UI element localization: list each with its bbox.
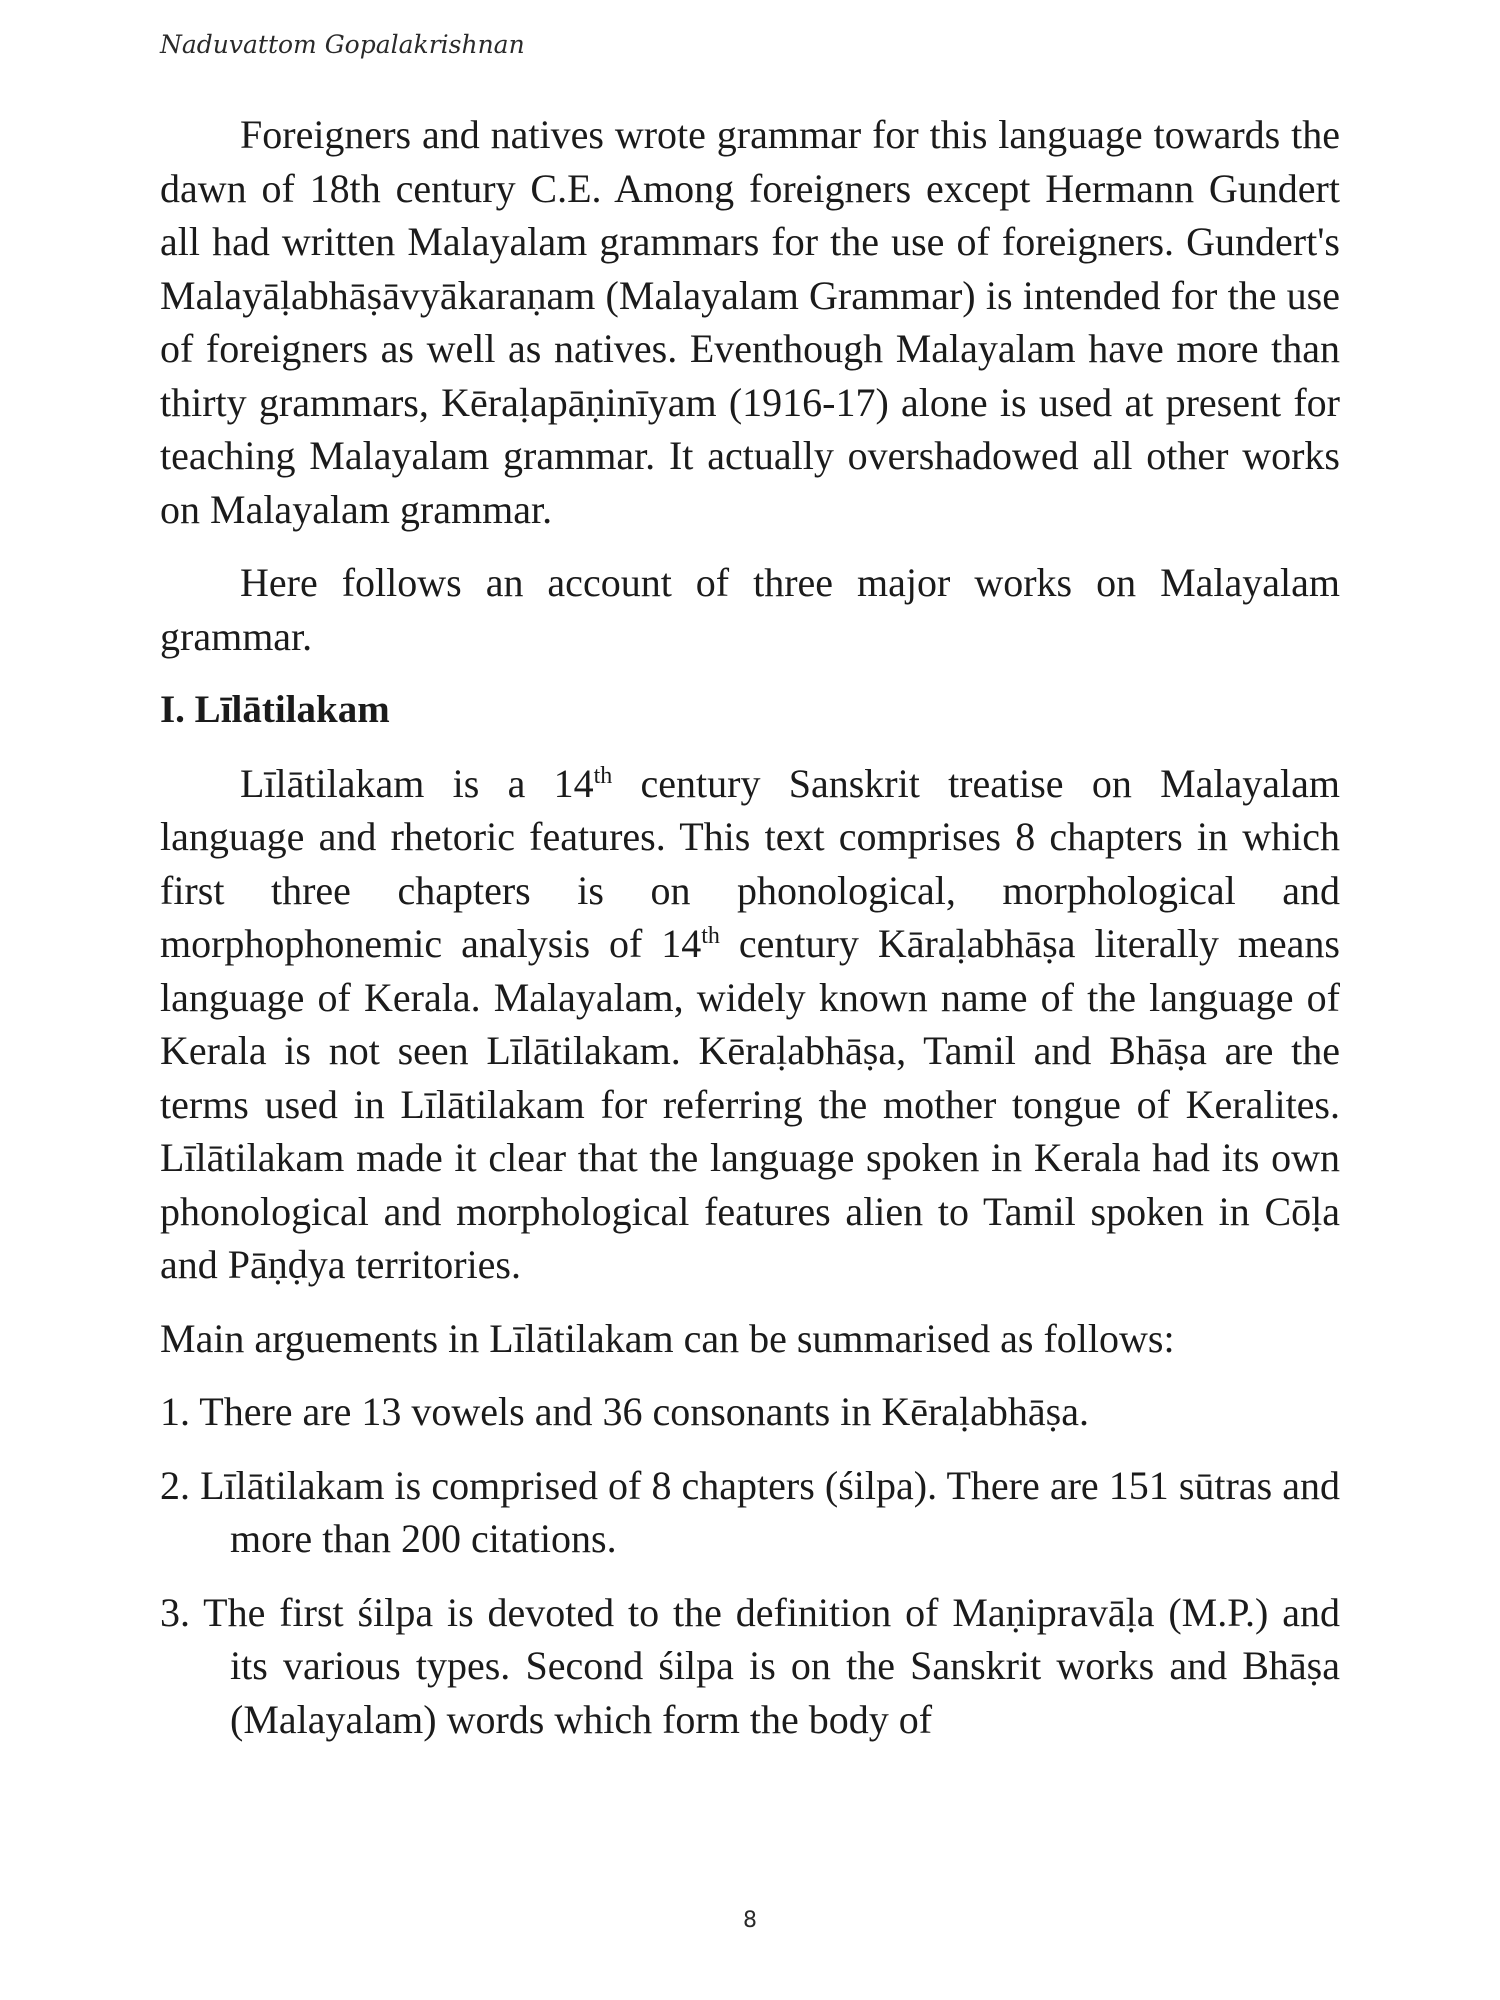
list-item-number: 3. bbox=[160, 1589, 204, 1635]
list-item-text: The first śilpa is devoted to the definition of Maṇipravāḷa (M.P.) and its various types. Second śilpa is on the Sanskrit works and Bhāṣa (Malayalam) words which form the body of bbox=[203, 1589, 1340, 1742]
page-number: 8 bbox=[743, 1908, 757, 1933]
list-item bbox=[160, 1385, 1340, 1439]
paragraph-intro-major-works: Here follows an account of three major works on Malayalam grammar. bbox=[160, 560, 1340, 659]
section-heading: I. Līlātilakam bbox=[160, 688, 390, 731]
superscript-ordinal: th bbox=[593, 762, 613, 789]
list-item bbox=[160, 1586, 1340, 1747]
list-item-text: There are 13 vowels and 36 consonants in Kēraḷabhāṣa. bbox=[199, 1389, 1089, 1434]
arguments-list bbox=[160, 1385, 1340, 1746]
paragraph-text-part: century Sanskrit treatise on Malayalam language and rhetoric features. This text comprises 8 chapters in which first three chapters is on phonological, morphological and morphophonemic analysis of 14 bbox=[160, 760, 1340, 966]
paragraph-summary-intro: Main arguements in Līlātilakam can be summarised as follows: bbox=[160, 1315, 1175, 1361]
paragraph-grammar-history: Foreigners and natives wrote grammar for this language towards the dawn of 18th century C.E. Among foreigners except Hermann Gundert all had written Malayalam grammars for the use of foreigners. Gundert's Malayāḷabhāṣāvyākaraṇam (Malayalam Grammar) is intended for the use of foreigners as well as natives. Eventhough Malayalam have more than thirty grammars, Kēraḷapāṇinīyam (1916-17) alone is used at present for teaching Malayalam grammar. It actually overshadowed all other works on Malayalam grammar. bbox=[160, 112, 1340, 532]
page-body bbox=[160, 108, 1340, 1766]
list-item-number: 2. bbox=[160, 1462, 201, 1508]
paragraph-lilatilakam-description bbox=[160, 757, 1340, 1292]
paragraph-text-part: century Kāraḷabhāṣa literally means language of Kerala. Malayalam, widely known name of the language of Kerala is not seen Līlātilakam. Kēraḷabhāṣa, Tamil and Bhāṣa are the terms used in Līlātilakam for referring the mother tongue of Keralites. Līlātilakam made it clear that the language spoken in Kerala had its own phonological and morphological features alien to Tamil spoken in Cōḷa and Pāṇḍya territories. bbox=[160, 921, 1340, 1287]
superscript-ordinal: th bbox=[701, 923, 720, 949]
paragraph-text-part: Līlātilakam is a 14 bbox=[240, 760, 594, 806]
running-head: Naduvattom Gopalakrishnan bbox=[160, 30, 525, 59]
list-item-text: Līlātilakam is comprised of 8 chapters (śilpa). There are 151 sūtras and more than 200 citations. bbox=[200, 1462, 1340, 1561]
list-item bbox=[160, 1459, 1340, 1566]
list-item-number: 1. bbox=[160, 1389, 200, 1434]
